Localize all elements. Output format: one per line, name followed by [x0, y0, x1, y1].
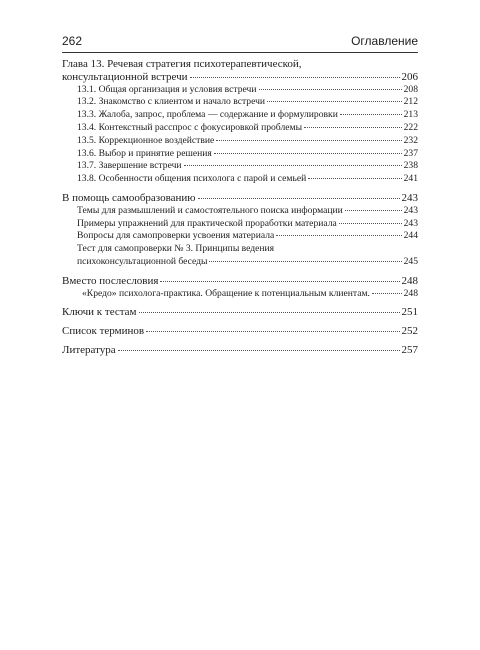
item-page: 243	[403, 204, 418, 216]
leader-dots	[184, 165, 402, 166]
toc-section-13-2	[62, 96, 418, 109]
section-title: 13.3. Жалоба, запрос, проблема — содержание и формулировки	[77, 109, 338, 121]
page-number: 262	[62, 34, 83, 48]
leader-dots	[276, 235, 401, 236]
entry-title: Список терминов	[62, 325, 145, 338]
terms-list-entry	[62, 325, 418, 338]
toc-section-13-7	[62, 160, 418, 173]
toc-section-13-8	[62, 173, 418, 186]
leader-dots	[139, 312, 400, 313]
self-education-title: В помощь самообразованию	[62, 191, 196, 204]
section-page: 213	[403, 109, 418, 121]
leader-dots	[146, 331, 399, 332]
chapter-13-title-line2: консультационной встречи	[62, 70, 188, 83]
self-test-page: 245	[403, 255, 418, 267]
section-page: 222	[403, 121, 418, 133]
section-page: 237	[403, 147, 418, 159]
chapter-13-page: 206	[401, 70, 418, 83]
leader-dots	[214, 153, 402, 154]
item-page: 248	[403, 287, 418, 299]
section-page: 208	[403, 83, 418, 95]
table-of-contents	[62, 58, 418, 357]
toc-section-13-3	[62, 109, 418, 122]
section-page: 212	[403, 96, 418, 108]
entry-title: Литература	[62, 343, 116, 356]
leader-dots	[118, 350, 400, 351]
entry-title: Ключи к тестам	[62, 306, 137, 319]
leader-dots	[340, 114, 402, 115]
self-education-entry	[62, 192, 418, 205]
leader-dots	[259, 89, 402, 90]
item-title: Темы для размышлений и самостоятельного поиска информации	[77, 204, 343, 216]
leader-dots	[345, 210, 402, 211]
self-education-item	[62, 205, 418, 218]
leader-dots	[216, 140, 401, 141]
section-title: 13.2. Знакомство с клиентом и начало встречи	[77, 96, 266, 108]
leader-dots	[267, 101, 402, 102]
leader-dots	[339, 223, 402, 224]
entry-page: 257	[401, 343, 418, 356]
section-title: 13.7. Завершение встречи	[77, 160, 182, 172]
self-education-item	[62, 218, 418, 231]
item-title: «Кредо» психолога-практика. Обращение к потенциальным клиентам.	[82, 287, 370, 299]
self-test-title-line2: психоконсультационной беседы	[77, 255, 208, 267]
header-rule	[62, 52, 418, 53]
self-education-item	[62, 230, 418, 243]
afterword-item	[62, 288, 418, 301]
self-test-title-line1: Тест для самопроверки № 3. Принципы ведения	[77, 243, 275, 255]
leader-dots	[160, 281, 399, 282]
item-title: Примеры упражнений для практической проработки материала	[77, 217, 337, 229]
self-education-page: 243	[401, 191, 418, 204]
test-keys-entry	[62, 306, 418, 319]
toc-section-13-4	[62, 122, 418, 135]
leader-dots	[372, 293, 402, 294]
item-title: Вопросы для самопроверки усвоения материала	[77, 230, 275, 242]
section-title: 13.4. Контекстный расспрос с фокусировкой проблемы	[77, 121, 303, 133]
running-title: Оглавление	[351, 34, 418, 48]
item-page: 244	[403, 230, 418, 242]
leader-dots	[209, 261, 401, 262]
section-page: 241	[403, 173, 418, 185]
entry-page: 251	[401, 306, 418, 319]
section-title: 13.8. Особенности общения психолога с парой и семьей	[77, 173, 307, 185]
toc-section-13-6	[62, 148, 418, 161]
entry-page: 252	[401, 325, 418, 338]
section-page: 232	[403, 134, 418, 146]
afterword-entry	[62, 275, 418, 288]
afterword-title: Вместо послесловия	[62, 274, 159, 287]
section-title: 13.1. Общая организация и условия встречи	[77, 83, 257, 95]
literature-entry	[62, 344, 418, 357]
section-page: 238	[403, 160, 418, 172]
section-title: 13.6. Выбор и принятие решения	[77, 147, 212, 159]
leader-dots	[190, 77, 400, 78]
item-page: 243	[403, 217, 418, 229]
afterword-page: 248	[401, 274, 418, 287]
chapter-13-entry	[62, 71, 418, 84]
leader-dots	[304, 127, 402, 128]
running-header	[62, 34, 418, 48]
leader-dots	[308, 178, 401, 179]
leader-dots	[198, 198, 400, 199]
section-title: 13.5. Коррекционное воздействие	[77, 134, 215, 146]
self-test-entry	[62, 256, 418, 269]
toc-section-13-1	[62, 84, 418, 97]
chapter-13-title-line1: Глава 13. Речевая стратегия психотерапевтической,	[62, 58, 302, 70]
toc-section-13-5	[62, 135, 418, 148]
